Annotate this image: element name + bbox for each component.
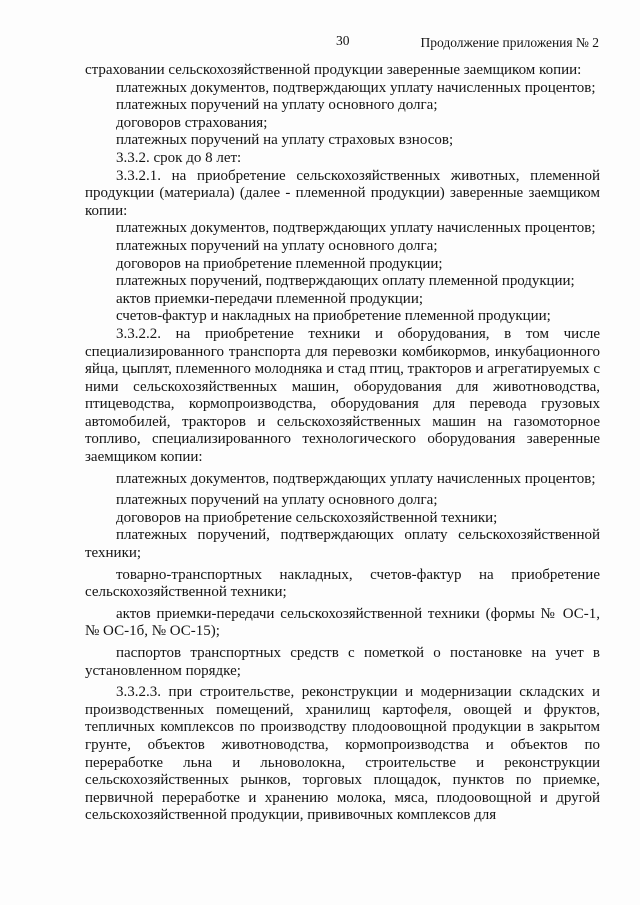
paragraph: актов приемки-передачи племенной продукции;	[116, 290, 424, 307]
section-heading: 3.3.2. срок до 8 лет:	[116, 149, 242, 166]
paragraph: товарно-транспортных накладных, счетов-фактур на приобретение сельскохозяйственной техники;	[85, 566, 600, 601]
paragraph: актов приемки-передачи сельскохозяйственной техники (формы № ОС-1, № ОС-1б, № ОС-15);	[85, 605, 600, 640]
continuation-label: Продолжение приложения № 2	[420, 35, 599, 50]
paragraph: платежных поручений на уплату основного долга;	[116, 97, 438, 114]
paragraph: договоров на приобретение племенной продукции;	[116, 255, 443, 272]
paragraph: платежных документов, подтверждающих уплату начисленных процентов;	[116, 79, 596, 96]
paragraph: платежных поручений на уплату основного долга;	[116, 492, 438, 509]
paragraph: 3.3.2.3. при строительстве, реконструкции и модернизации складских и производственных помещений, хранилищ картофеля, овощей и фруктов, тепличных комплексов по производству плодоовощной продукции в закрытом грунте, объектов животноводства, кормопроизводства и объектов по переработке льна и льноволокна, строительстве и реконструкции сельскохозяйственных рынков, торговых площадок, пунктов по приемке, первичной переработке и хранению молока, мяса, плодоовощной и другой сельскохозяйственной продукции, прививочных комплексов для	[85, 684, 600, 824]
paragraph: платежных поручений, подтверждающих оплату племенной продукции;	[116, 273, 575, 290]
document-body	[85, 62, 600, 825]
paragraph: счетов-фактур и накладных на приобретение племенной продукции;	[116, 308, 551, 325]
page-number: 30	[336, 33, 350, 48]
paragraph: платежных поручений на уплату страховых взносов;	[116, 132, 454, 149]
paragraph: паспортов транспортных средств с пометкой о постановке на учет в установленном порядке;	[85, 645, 600, 679]
paragraph: 3.3.2.1. на приобретение сельскохозяйственных животных, племенной продукции (материала) (далее - племенной продукции) заверенные заемщиком копии:	[85, 167, 600, 219]
paragraph: страховании сельскохозяйственной продукции заверенные заемщиком копии:	[85, 62, 582, 78]
page-header	[0, 33, 640, 51]
paragraph: договоров на приобретение сельскохозяйственной техники;	[116, 509, 498, 526]
paragraph: платежных поручений на уплату основного долга;	[116, 237, 438, 254]
paragraph: договоров страхования;	[116, 114, 268, 131]
paragraph: 3.3.2.2. на приобретение техники и оборудования, в том числе специализированного транспорта для перевозки комбикормов, инкубационного яйца, цыплят, племенного молодняка и стад птиц, тракторов и агрегатируемых с ними сельскохозяйственных машин, оборудования для животноводства, птицеводства, кормопроизводства, оборудования для перевода грузовых автомобилей, тракторов и сельскохозяйственных машин на газомоторное топливо, специализированного технологического оборудования заверенные заемщиком копии:	[85, 325, 600, 466]
paragraph: платежных поручений, подтверждающих оплату сельскохозяйственной техники;	[85, 527, 600, 562]
paragraph: платежных документов, подтверждающих уплату начисленных процентов;	[116, 220, 596, 237]
paragraph: платежных документов, подтверждающих уплату начисленных процентов;	[116, 470, 596, 487]
